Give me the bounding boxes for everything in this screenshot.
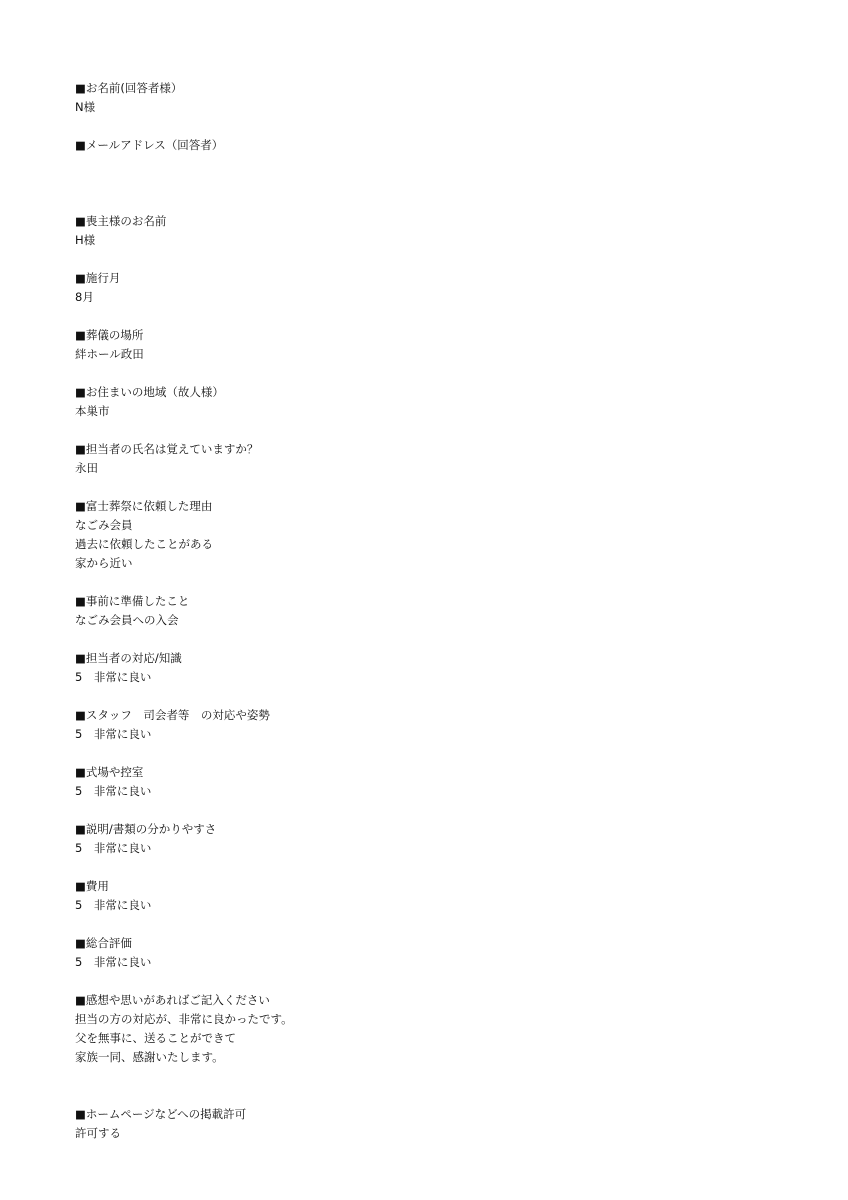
form-item-overall [75,934,775,972]
answer-text: 永田 [75,461,98,475]
question-label: ■お住まいの地域（故人様） [75,385,224,399]
question-label: ■担当者の対応/知識 [75,651,182,665]
question-label: ■スタッフ 司会者等 の対応や姿勢 [75,708,270,722]
form-item-staff-name [75,440,775,478]
answer-text: なごみ会員への入会 [75,613,179,627]
question-label: ■富士葬祭に依頼した理由 [75,499,213,513]
form-item-preparation [75,592,775,630]
answer-text: 5 非常に良い [75,670,152,684]
form-item-cost [75,877,775,915]
form-item-hall [75,763,775,801]
answer-text: 5 非常に良い [75,727,152,741]
question-label: ■葬儀の場所 [75,328,144,342]
question-label: ■メールアドレス（回答者） [75,138,224,152]
question-label: ■喪主様のお名前 [75,214,167,228]
question-label: ■施行月 [75,271,121,285]
answer-text: 絆ホール政田 [75,347,144,361]
answer-text: 家から近い [75,556,133,570]
question-label: ■事前に準備したこと [75,594,190,608]
question-label: ■説明/書類の分かりやすさ [75,822,217,836]
answer-text: 担当の方の対応が、非常に良かったです。 [75,1012,293,1026]
form-item-venue [75,326,775,364]
answer-text: H様 [75,233,96,247]
form-item-staff-attitude [75,706,775,744]
form-item-documents [75,820,775,858]
answer-text: なごみ会員 [75,518,133,532]
form-item-staff-knowledge [75,649,775,687]
answer-text: 家族一同、感謝いたします。 [75,1050,224,1064]
form-item-comments [75,991,775,1086]
answer-text: 5 非常に良い [75,955,152,969]
answer-text: 許可する [75,1126,121,1140]
question-label: ■費用 [75,879,109,893]
answer-text: 5 非常に良い [75,841,152,855]
form-item-region [75,383,775,421]
answer-text [75,1067,775,1086]
form-item-reason [75,497,775,573]
question-label: ■総合評価 [75,936,132,950]
answer-text: 8月 [75,290,94,304]
form-item-respondent-name [75,79,775,117]
question-label: ■感想や思いがあればご記入ください [75,993,270,1007]
form-item-month [75,269,775,307]
form-item-publication-permission [75,1105,775,1143]
answer-text [75,155,775,174]
answer-text: 5 非常に良い [75,784,152,798]
answer-text: 5 非常に良い [75,898,152,912]
answer-text: 過去に依頼したことがある [75,537,213,551]
survey-form [75,79,775,1143]
form-item-email [75,136,775,174]
question-label: ■式場や控室 [75,765,144,779]
answer-text: 父を無事に、送ることができて [75,1031,236,1045]
question-label: ■お名前(回答者様） [75,81,183,95]
answer-text: 本巣市 [75,404,110,418]
answer-text: N様 [75,100,96,114]
question-label: ■ホームページなどへの掲載許可 [75,1107,247,1121]
form-item-chief-mourner [75,212,775,250]
question-label: ■担当者の氏名は覚えていますか？ [75,442,259,456]
